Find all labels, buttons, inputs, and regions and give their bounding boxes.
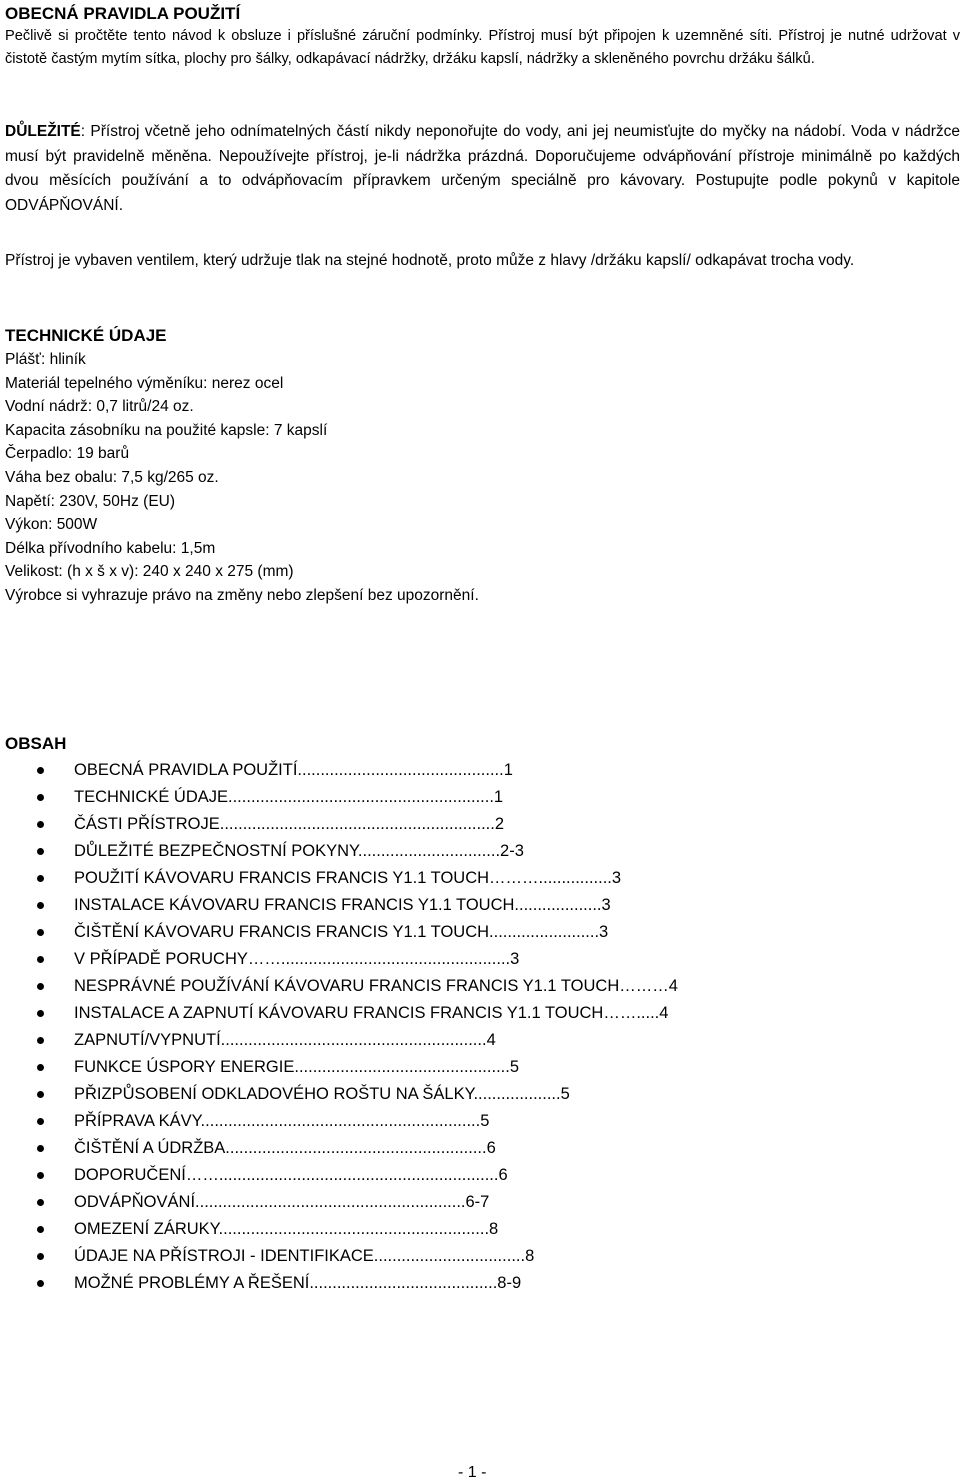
section-title-general: OBECNÁ PRAVIDLA POUŽITÍ: [5, 4, 241, 23]
page-number: - 1 -: [458, 1464, 487, 1481]
bullet-icon: [37, 848, 44, 855]
toc-item-label: INSTALACE A ZAPNUTÍ KÁVOVARU FRANCIS FRANCIS Y1.1 TOUCH…….....4: [74, 1004, 669, 1022]
important-label: DŮLEŽITÉ: [5, 123, 81, 140]
spec-item: Napětí: 230V, 50Hz (EU): [5, 492, 176, 510]
spec-item: Velikost: (h x š x v): 240 x 240 x 275 (mm): [5, 563, 294, 581]
spec-item: Plášť: hliník: [5, 351, 86, 368]
bullet-icon: [37, 902, 44, 909]
spec-item: Materiál tepelného výměníku: nerez ocel: [5, 374, 284, 392]
toc-item-label: DŮLEŽITÉ BEZPEČNOSTNÍ POKYNY...............................2-3: [74, 842, 524, 860]
bullet-icon: [37, 821, 44, 828]
technical-specs-list: [5, 348, 479, 608]
toc-item-label: V PŘÍPADĚ PORUCHY……..................................................3: [74, 950, 520, 968]
toc-item-label: PŘÍPRAVA KÁVY.............................................................5: [74, 1112, 490, 1130]
document-page: [5, 0, 960, 1483]
spec-item: Čerpadlo: 19 barů: [5, 445, 130, 463]
toc-title: OBSAH: [5, 734, 67, 753]
toc-item-label: ČÁSTI PŘÍSTROJE............................................................2: [74, 815, 504, 833]
toc-item-label: ČIŠTĚNÍ KÁVOVARU FRANCIS FRANCIS Y1.1 TOUCH........................3: [74, 923, 609, 941]
bullet-icon: [37, 983, 44, 990]
toc-item-label: MOŽNÉ PROBLÉMY A ŘEŠENÍ.........................................8-9: [74, 1274, 522, 1292]
toc-item-label: DOPORUČENÍ…….............................................................6: [74, 1166, 508, 1184]
bullet-icon: [37, 929, 44, 936]
bullet-icon: [37, 1145, 44, 1152]
toc-item-label: OMEZENÍ ZÁRUKY...........................................................8: [74, 1220, 499, 1238]
toc-item-label: ODVÁPŇOVÁNÍ...........................................................6-7: [74, 1193, 490, 1211]
valve-note-paragraph: Přístroj je vybaven ventilem, který udržuje tlak na stejné hodnotě, proto může z hlavy /držáku kapslí/ odkapávat trocha vody.: [5, 252, 855, 269]
bullet-icon: [37, 1118, 44, 1125]
toc-item-label: ČIŠTĚNÍ A ÚDRŽBA.........................................................6: [74, 1139, 496, 1157]
bullet-icon: [37, 1280, 44, 1287]
spec-item: Vodní nádrž: 0,7 litrů/24 oz.: [5, 398, 194, 416]
toc-item-label: OBECNÁ PRAVIDLA POUŽITÍ.............................................1: [74, 761, 513, 779]
bullet-icon: [37, 956, 44, 963]
important-paragraph: [5, 120, 960, 218]
bullet-icon: [37, 1037, 44, 1044]
toc-item-label: INSTALACE KÁVOVARU FRANCIS FRANCIS Y1.1 TOUCH...................3: [74, 896, 611, 914]
important-text: : Přístroj včetně jeho odnímatelných částí nikdy neponořujte do vody, ani jej neumisťujte do myčky na nádobí. Voda v nádržce musí být pravidelně měněna. Nepoužívejte přístroj, je-li nádržka prázdná. Doporučujeme odvápňování přístroje minimálně po každých dvou měsících používání a to odvápňovacím přípravkem určeným speciálně pro kávovary. Postupujte podle pokynů v kapitole ODVÁPŇOVÁNÍ.: [5, 123, 960, 214]
bullet-icon: [37, 1010, 44, 1017]
bullet-icon: [37, 1064, 44, 1071]
toc-item-label: ÚDAJE NA PŘÍSTROJI - IDENTIFIKACE.................................8: [74, 1247, 535, 1265]
toc-item-label: NESPRÁVNÉ POUŽÍVÁNÍ KÁVOVARU FRANCIS FRANCIS Y1.1 TOUCH………4: [74, 977, 678, 995]
bullet-icon: [37, 875, 44, 882]
spec-item: Váha bez obalu: 7,5 kg/265 oz.: [5, 468, 219, 486]
bullet-icon: [37, 1226, 44, 1233]
toc-item-label: TECHNICKÉ ÚDAJE..........................................................1: [74, 788, 504, 806]
toc-item-label: FUNKCE ÚSPORY ENERGIE...............................................5: [74, 1058, 519, 1076]
section-title-technical: TECHNICKÉ ÚDAJE: [5, 326, 167, 345]
spec-item: Výkon: 500W: [5, 516, 98, 534]
bullet-icon: [37, 1091, 44, 1098]
intro-paragraph: Pečlivě si pročtěte tento návod k obsluze i příslušné záruční podmínky. Přístroj musí být připojen k uzemněné síti. Přístroj je nutné udržovat v čistotě častým mytím sítka, plochy pro šálky, odkapávací nádržky, držáku kapslí, nádržky a skleněného povrchu držáku šálků.: [5, 28, 960, 67]
bullet-icon: [37, 1172, 44, 1179]
toc-item-label: ZAPNUTÍ/VYPNUTÍ..........................................................4: [74, 1031, 496, 1049]
spec-item: Výrobce si vyhrazuje právo na změny nebo zlepšení bez upozornění.: [5, 586, 479, 604]
toc-item-label: POUŽITÍ KÁVOVARU FRANCIS FRANCIS Y1.1 TOUCH………................3: [74, 869, 622, 887]
bullet-icon: [37, 767, 44, 774]
toc-item-label: PŘIZPŮSOBENÍ ODKLADOVÉHO ROŠTU NA ŠÁLKY...................5: [74, 1085, 570, 1103]
bullet-icon: [37, 1199, 44, 1206]
bullet-icon: [37, 1253, 44, 1260]
spec-item: Kapacita zásobníku na použité kapsle: 7 kapslí: [5, 421, 328, 439]
bullet-icon: [37, 794, 44, 801]
spec-item: Délka přívodního kabelu: 1,5m: [5, 539, 216, 557]
